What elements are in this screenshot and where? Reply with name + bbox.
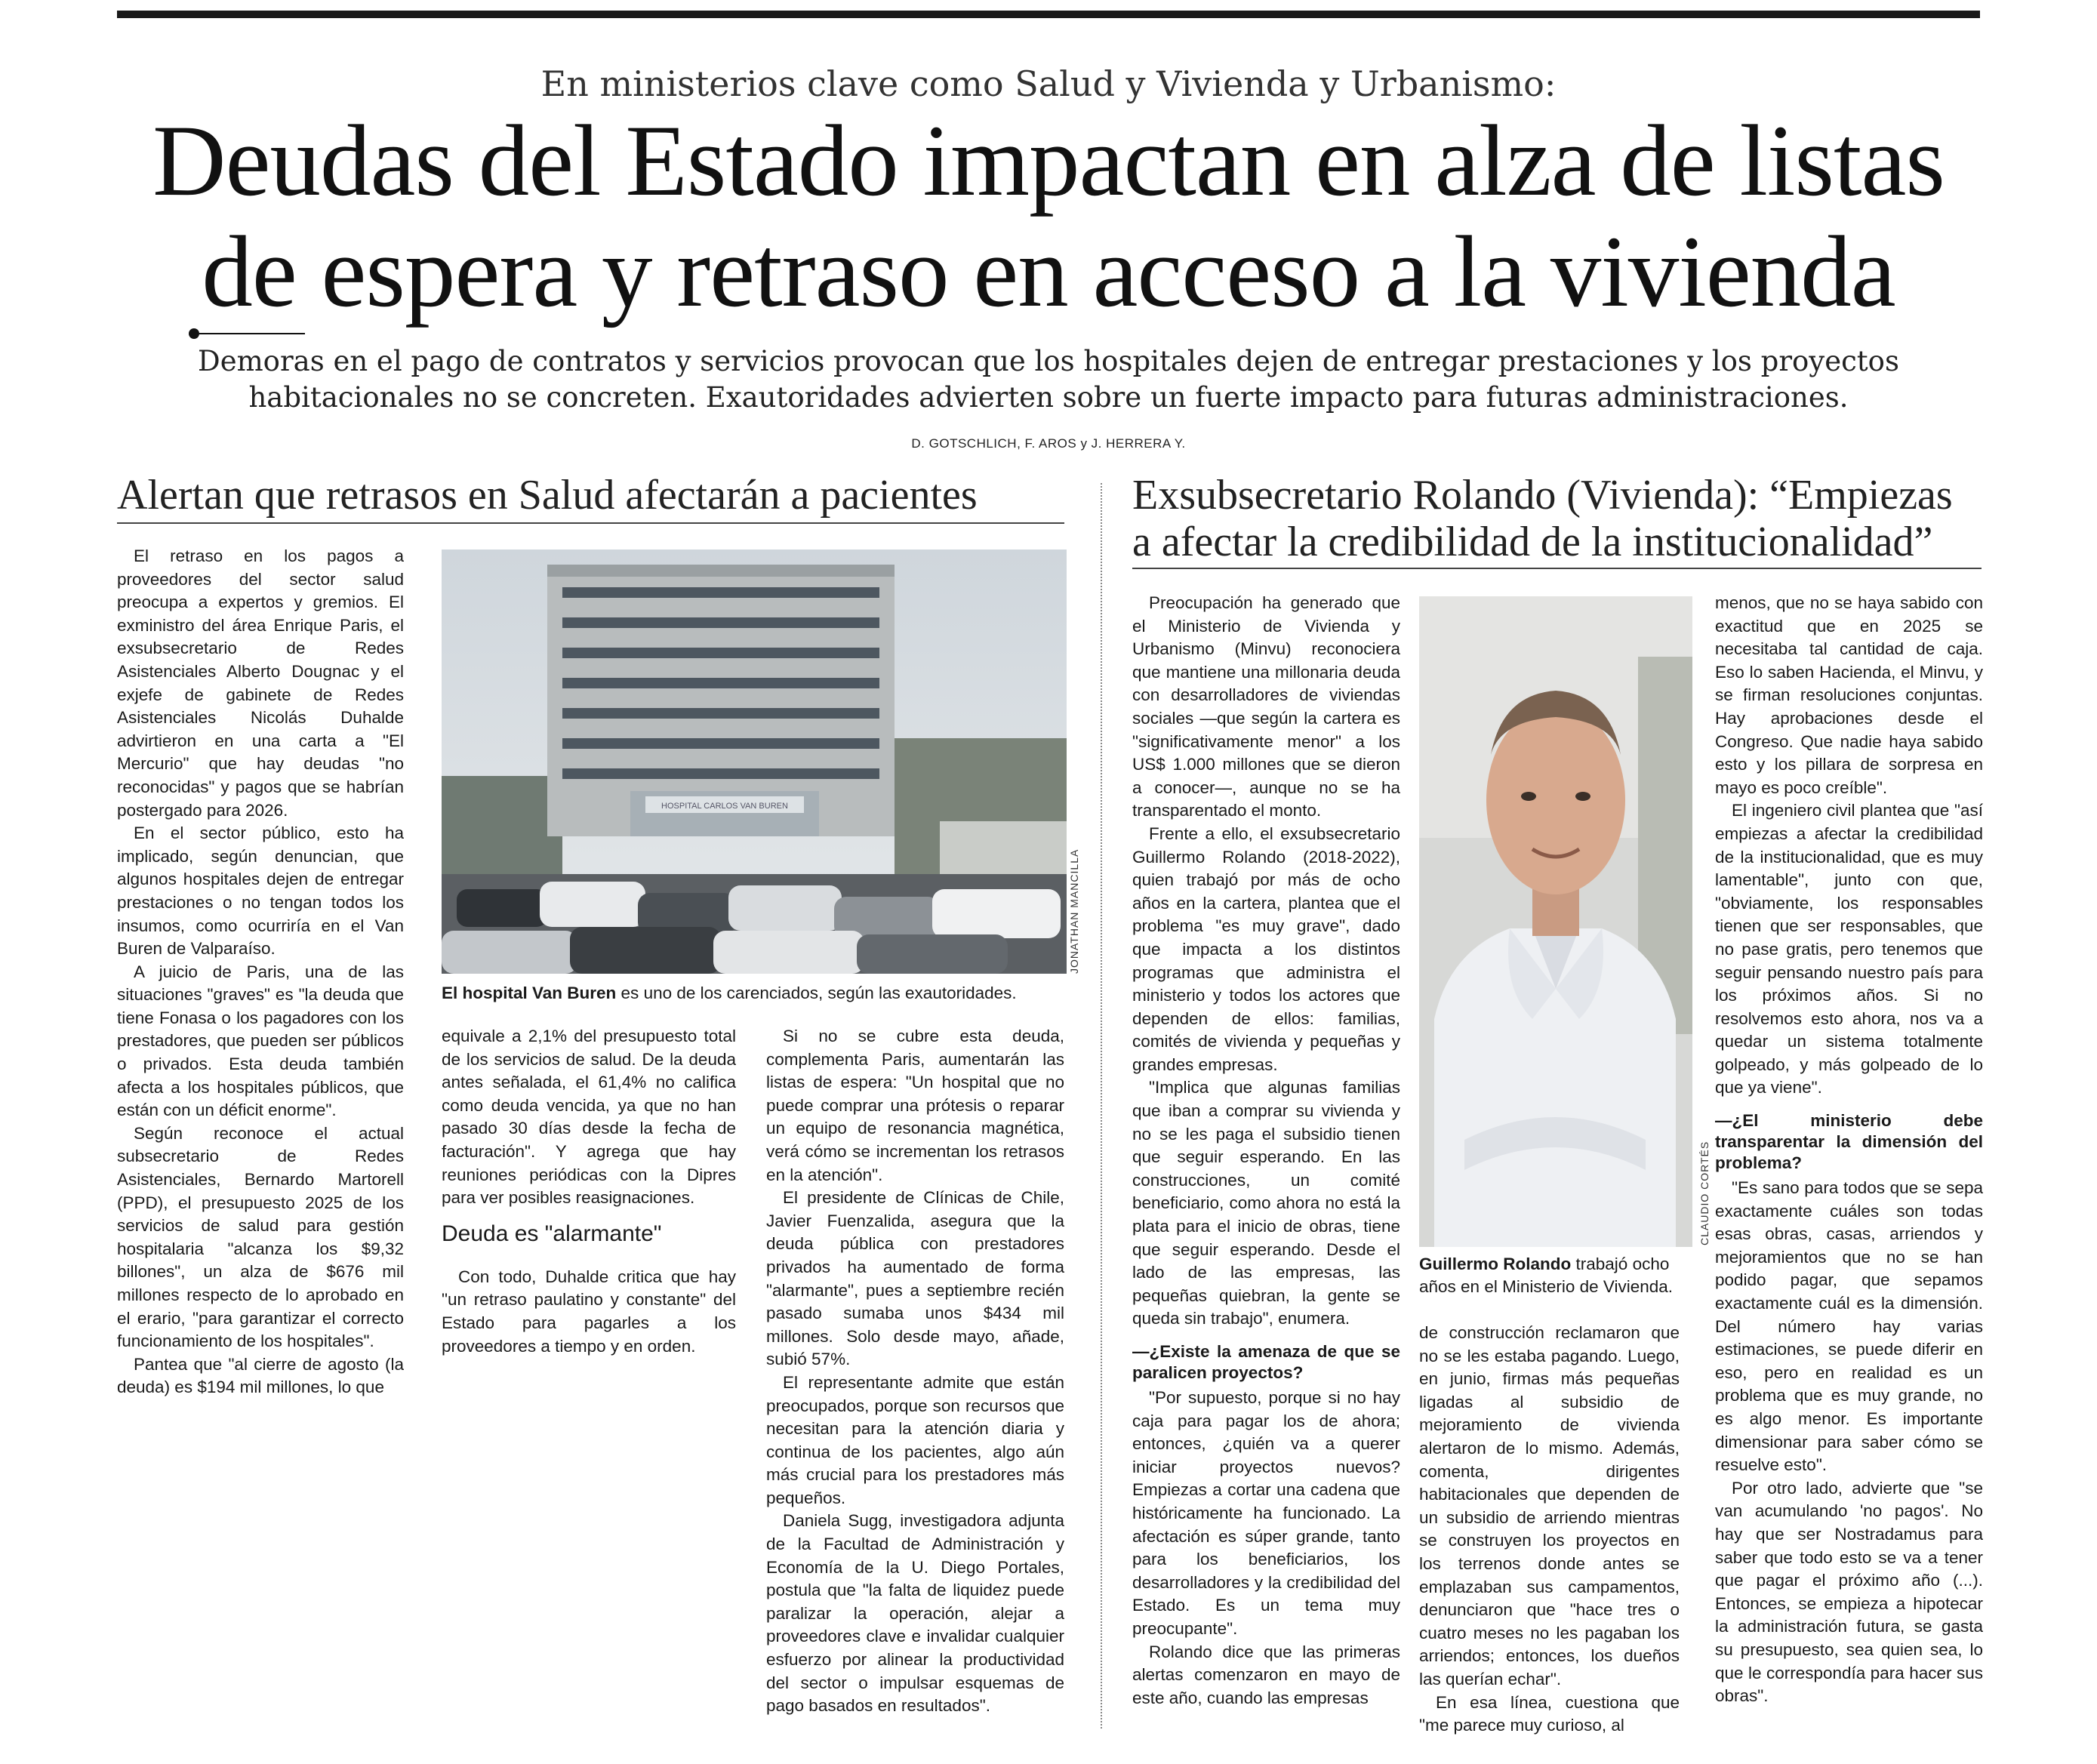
housing-section-title (1132, 472, 1982, 565)
housing-question-2: —¿El ministerio debe transparentar la dimensión del problema? (1715, 1111, 1983, 1173)
deck-line-1: Demoras en el pago de contratos y servicios provocan que los hospitales dejen de entregar prestaciones y los proyectos (198, 345, 1899, 377)
section-divider (1101, 483, 1102, 1729)
article-kicker: En ministerios clave como Salud y Vivienda y Urbanismo: (540, 63, 1557, 104)
paragraph: Daniela Sugg, investigadora adjunta de la Facultad de Administración y Economía de la U. Diego Portales, postula que "la falta de liquidez puede paralizar la operación, alejar a proveedores clave e invalidar cualquier esfuerzo por alinear la productividad del sector o impulsar esquemas de pago basados en resultados". (766, 1511, 1064, 1716)
health-column-3 (766, 1025, 1064, 1718)
health-section-title: Alertan que retrasos en Salud afectarán a pacientes (117, 472, 978, 519)
paragraph: Con todo, Duhalde critica que hay "un retraso paulatino y constante" del Estado para pagarles a los proveedores a tiempo y en orden. (442, 1267, 736, 1356)
paragraph: Frente a ello, el exsubsecretario Guillermo Rolando (2018-2022), quien trabajó por más de ocho años en la cartera, plantea que el problema "es muy grave", dado que impacta a los distintos programas que administra el ministerio y todos los actores que dependen de ellos: familias, comités de vivienda y pequeñas y grandes empresas. (1132, 824, 1400, 1074)
paragraph: equivale a 2,1% del presupuesto total de los servicios de salud. De la deuda antes señalada, el 61,4% no califica como deuda vencida, ya que no han pasado 30 días desde la fecha de facturación". Y agrega que hay reuniones periódicas con la Dipres para ver posibles reasignaciones. (442, 1027, 736, 1208)
paragraph: Rolando dice que las primeras alertas comenzaron en mayo de este año, cuando las empresas (1132, 1642, 1400, 1707)
top-rule (117, 11, 1980, 18)
headline-line-1: Deudas del Estado impactan en alza de listas (152, 105, 1945, 217)
paragraph: menos, que no se haya sabido con exactitud que en 2025 se necesitaba tal cantidad de caja. Eso lo saben Hacienda, el Minvu, y se firman resoluciones conjuntas. Hay aprobaciones desde el Congreso. Que nadie haya sabido esto y los pillara de sorpresa en mayo es poco creíble". (1715, 593, 1983, 797)
housing-question-1: —¿Existe la amenaza de que se paralicen proyectos? (1132, 1342, 1400, 1382)
deck-bullet (189, 328, 199, 339)
paragraph: El representante admite que están preocupados, porque son recursos que necesitan para la atención diaria y continua de los pacientes, algo aún más crucial para los prestadores más pequeños. (766, 1372, 1064, 1507)
paragraph: Si no se cubre esta deuda, complementa Paris, aumentarán las listas de espera: "Un hospital que no puede comprar una prótesis o reparar un equipo de resonancia magnética, verá cómo se incrementan los retrasos en la atención". (766, 1027, 1064, 1184)
health-column-1 (117, 545, 404, 1399)
paragraph: En esa línea, cuestiona que "me parece muy curioso, al (1419, 1692, 1680, 1735)
caption-text: es uno de los carenciados, según las exautoridades. (616, 984, 1017, 1002)
housing-column-3 (1715, 592, 1983, 1708)
article-deck (136, 343, 1961, 416)
rolando-photo-credit: CLAUDIO CORTÉS (1698, 1141, 1711, 1245)
housing-title-rule (1132, 568, 1982, 569)
rolando-portrait (1419, 596, 1692, 1247)
paragraph: de construcción reclamaron que no se les estaba pagando. Luego, en junio, firmas más pequeñas ligadas al subsidio de mejoramiento de vivienda alertaron de lo mismo. Además, comenta, dirigentes habitacionales que dependen de un subsidio de arriendo mientras se construyen los proyectos en los terrenos donde antes se emplazaban sus campamentos, denunciaron que "hace tres o cuatro meses no les pagaban los arriendos; entonces, los dueños las querían echar". (1419, 1323, 1680, 1689)
article-headline (128, 106, 1969, 328)
paragraph: "Por supuesto, porque si no hay caja para pagar los de ahora; entonces, ¿quién va a querer iniciar proyectos nuevos? Empiezas a cortar una cadena que históricamente ha funcionado. La afectación es súper grande, tanto para los beneficiarios, los desarrolladores y la credibilidad del Estado. Es un tema muy preocupante". (1132, 1388, 1400, 1638)
caption-text: trabajó ocho años en el Ministerio de Vivienda. (1419, 1255, 1674, 1296)
hospital-sign-text: HOSPITAL CARLOS VAN BUREN (661, 802, 788, 811)
hospital-photo (442, 550, 1067, 974)
housing-title-line-1: Exsubsecretario Rolando (Vivienda): “Empiezas (1132, 472, 1953, 519)
paragraph: "Es sano para todos que se sepa exactamente cuáles son todas esas obras, casas, arriendos y mejoramientos que no se han podido pagar, que sepamos exactamente cuál es la dimensión. Del número hay varias estimaciones, se puede diferir en eso, pero en realidad es un problema que es muy grande, no es algo menor. Es importante dimensionar para saber cómo se resuelve esto". (1715, 1178, 1983, 1475)
article-byline: D. GOTSCHLICH, F. AROS y J. HERRERA Y. (911, 436, 1186, 451)
hospital-photo-caption (442, 982, 1067, 1005)
paragraph: A juicio de Paris, una de las situaciones "graves" es "la deuda que tiene Fonasa o los pagadores con los prestadores, que pueden ser públicos o privados. Esta deuda también afecta a los hospitales públicos, que están con un déficit enorme". (117, 962, 404, 1120)
paragraph: Según reconoce el actual subsecretario de Redes Asistenciales, Bernardo Martorell (PPD), el presupuesto 2025 de los servicios de salud para gestión hospitalaria "alcanza los $9,32 billones", un alza de $676 mil millones respecto de lo aprobado en el erario, "para garantizar el correcto funcionamiento de los hospitales". (117, 1123, 404, 1351)
caption-bold: El hospital Van Buren (442, 984, 617, 1002)
paragraph: El retraso en los pagos a proveedores del sector salud preocupa a expertos y gremios. El exministro del área Enrique Paris, el exsubsecretario de Redes Asistenciales Alberto Dougnac y el exjefe de gabinete de Redes Asistenciales Nicolás Duhalde advirtieron en una carta a "El Mercurio" que hay deudas "no reconocidas" y pagos que se habrían postergado para 2026. (117, 546, 404, 820)
paragraph: El presidente de Clínicas de Chile, Javier Fuenzalida, asegura que la deuda pública con prestadores privados ha aumentado de forma "alarmante", pues a septiembre recién pasado sumaba unos $434 mil millones. Solo desde mayo, añade, subió 57%. (766, 1188, 1064, 1369)
housing-title-line-2: a afectar la credibilidad de la institucionalidad” (1132, 519, 1933, 565)
headline-line-2: de espera y retraso en acceso a la vivienda (202, 216, 1895, 328)
paragraph: Por otro lado, advierte que "se van acumulando 'no pagos'. No hay que ser Nostradamus para saber que todo esto se va a tener que pagar el próximo año (...). Entonces, se empieza a hipotecar la administración futura, se gasta su presupuesto, sea quien sea, lo que le correspondía para hacer sus obras". (1715, 1478, 1983, 1706)
caption-bold: Guillermo Rolando (1419, 1255, 1572, 1273)
rolando-photo-caption (1419, 1253, 1692, 1298)
paragraph: Pantea que "al cierre de agosto (la deuda) es $194 mil millones, lo que (117, 1354, 404, 1397)
health-column-2 (442, 1025, 736, 1358)
paragraph: Preocupación ha generado que el Ministerio de Vivienda y Urbanismo (Minvu) reconociera que mantiene una millonaria deuda con desarrolladores de viviendas sociales —que según la cartera es "significativamente menor" a los US$ 1.000 millones que se dieron a conocer—, aunque no se ha transparentado el monto. (1132, 593, 1400, 820)
health-title-rule (117, 522, 1064, 524)
paragraph: En el sector público, esto ha implicado, según denuncian, que algunos hospitales dejen de entregar prestaciones o no tengan todos los insumos, como ocurriría en el Van Buren de Valparaíso. (117, 824, 404, 959)
housing-column-2 (1419, 1322, 1680, 1738)
paragraph: El ingeniero civil plantea que "así empiezas a afectar la credibilidad de la institucionalidad, que es muy lamentable", junto con que, "obviamente, los responsables tienen que ser responsables, que no pase gratis, pero tenemos que seguir pensando nuestro país para los próximos años. Si no resolvemos esto ahora, nos va a quedar un sistema totalmente golpeado, y más golpeado de lo que ya viene". (1715, 801, 1983, 1097)
paragraph: "Implica que algunas familias que iban a comprar su vivienda y no se les paga el subsidio tienen que seguir esperando. En las construcciones, un comité beneficiario, como ahora no está la plata para el inicio de obras, tiene que seguir esperando. Desde el lado de las empresas, las pequeñas quiebran, la gente se queda sin trabajo", enumera. (1132, 1078, 1400, 1328)
deck-bullet-rule (199, 333, 305, 334)
hospital-photo-credit: JONATHAN MANCILLA (1068, 848, 1080, 974)
housing-column-1 (1132, 592, 1400, 1710)
health-subhead: Deuda es "alarmante" (442, 1221, 662, 1246)
deck-line-2: habitacionales no se concreten. Exautoridades advierten sobre un fuerte impacto para futuras administraciones. (248, 381, 1849, 414)
